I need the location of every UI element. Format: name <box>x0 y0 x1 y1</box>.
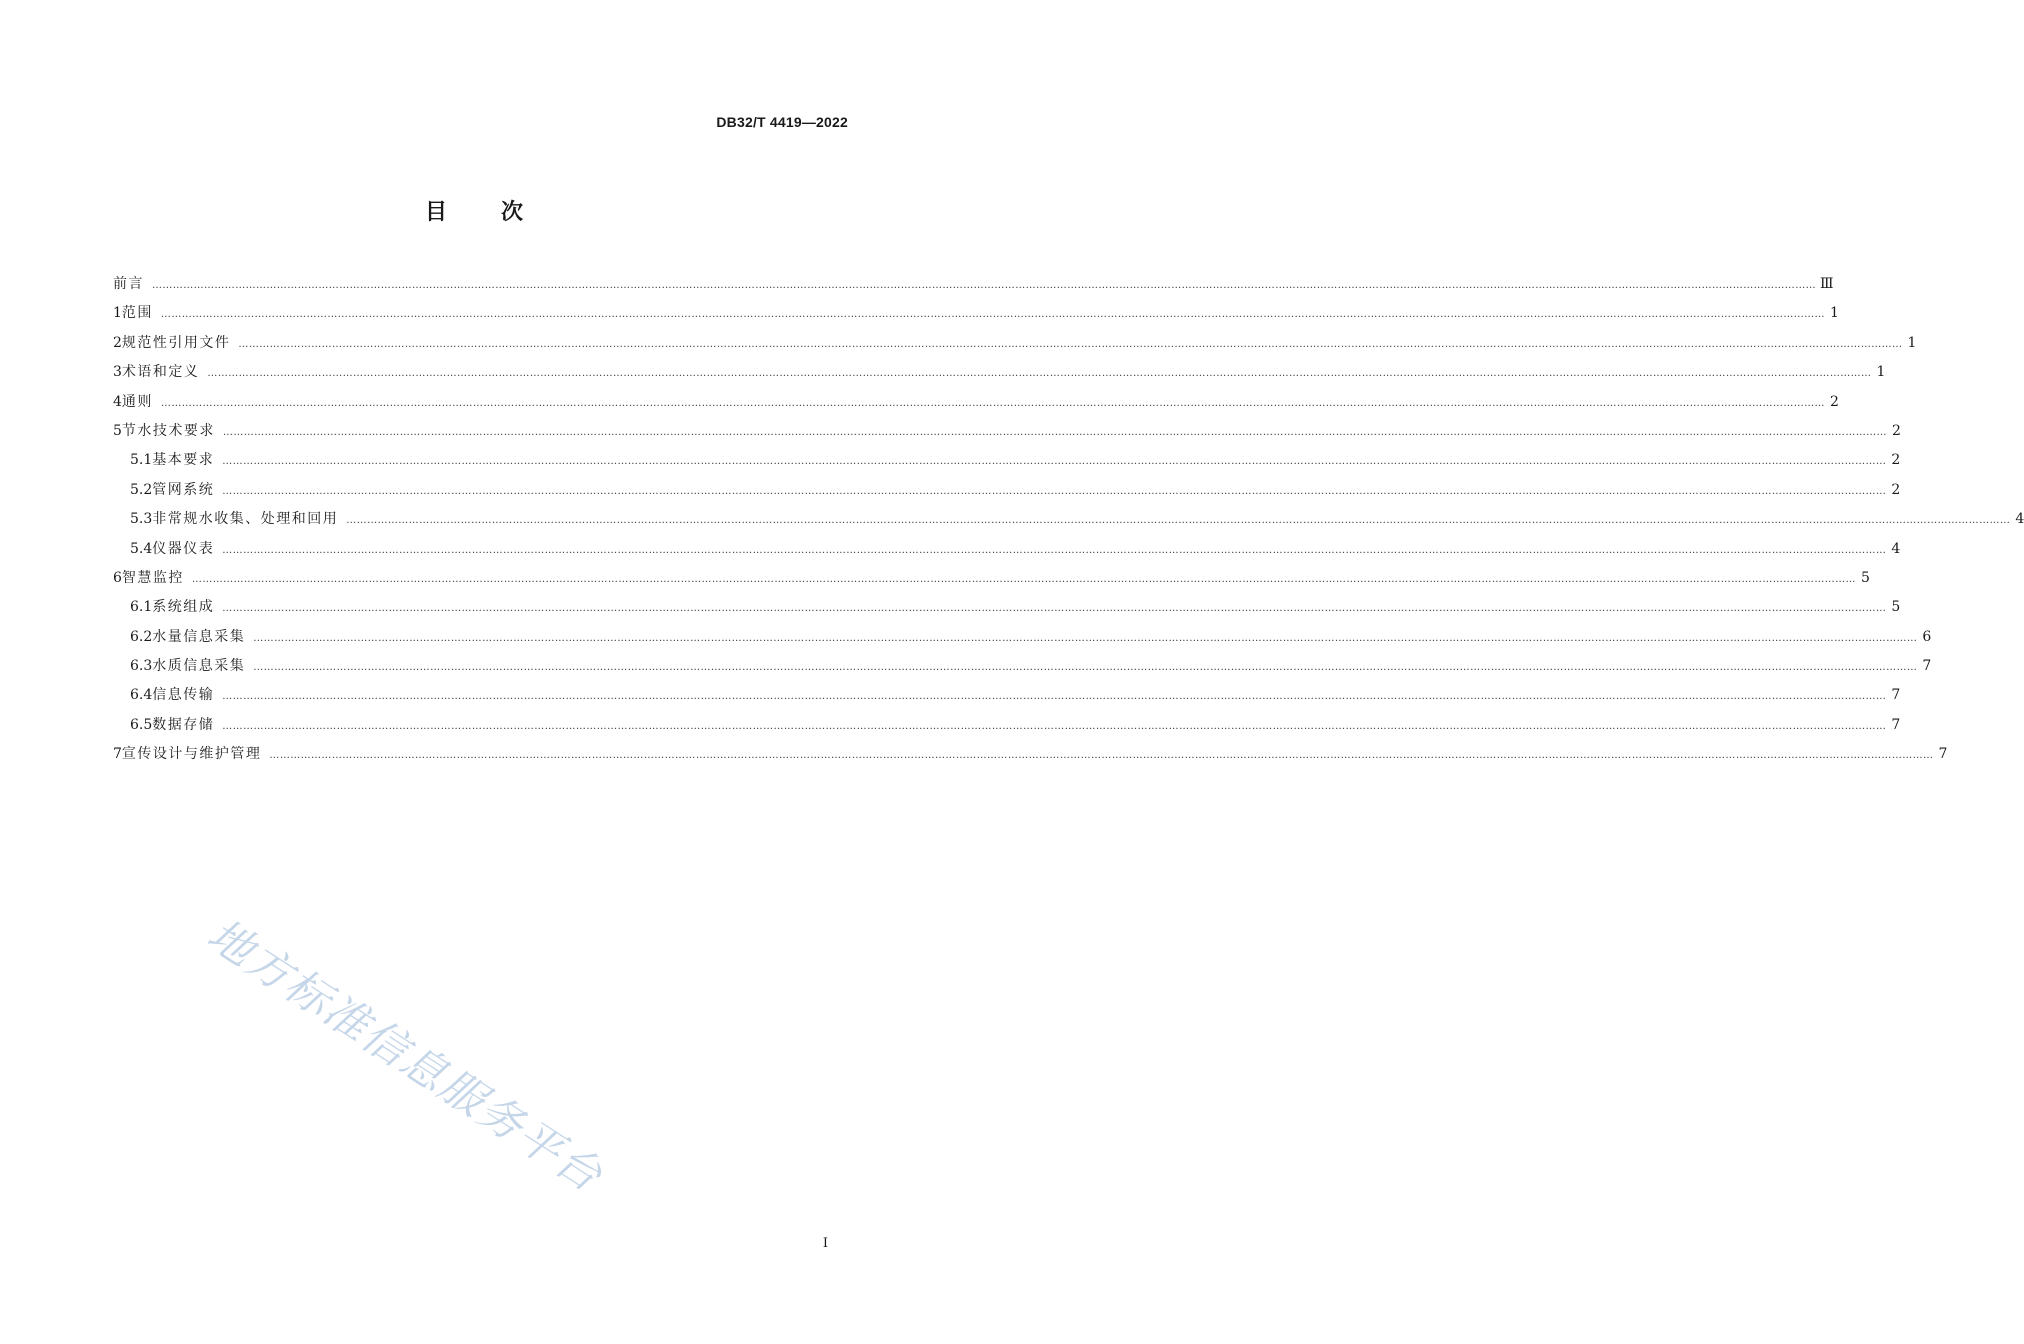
toc-entry-3[interactable] <box>113 358 1886 387</box>
toc-entry-label: 水质信息采集 <box>152 658 246 675</box>
toc-entry-5[interactable] <box>113 417 1901 446</box>
toc-entry-5-1[interactable] <box>113 446 1901 475</box>
title-part-1: 目 <box>424 200 449 225</box>
dot-leader: ………………………………………………………………………………………………………………………………………………………………………………………………………………………………………………………………………………………………………………………………………………………………………………………………………………………………………… <box>160 397 1825 409</box>
dot-leader: ………………………………………………………………………………………………………………………………………………………………………………………………………………………………………………………………………………………………………………………………………………………………………………………………………………………………………… <box>222 485 1887 497</box>
dot-leader: ………………………………………………………………………………………………………………………………………………………………………………………………………………………………………………………………………………………………………………………………………………………………………………………………………………………………………… <box>238 338 1903 350</box>
toc-entry-label: 管网系统 <box>152 481 215 498</box>
dot-leader: ………………………………………………………………………………………………………………………………………………………………………………………………………………………………………………………………………………………………………………………………………………………………………………………………………………………………………… <box>269 750 1934 762</box>
toc-entry-page: 6 <box>1922 628 1932 645</box>
dot-leader: ………………………………………………………………………………………………………………………………………………………………………………………………………………………………………………………………………………………………………………………………………………………………………………………………………………………………………… <box>222 720 1887 732</box>
dot-leader: ………………………………………………………………………………………………………………………………………………………………………………………………………………………………………………………………………………………………………………………………………………………………………………………………………………………………………… <box>222 603 1887 615</box>
toc-entry-6-2[interactable] <box>113 623 1932 652</box>
toc-entry-number: 7 <box>113 746 122 763</box>
standard-code: DB32/T 4419—2022 <box>716 114 848 130</box>
dot-leader: ………………………………………………………………………………………………………………………………………………………………………………………………………………………………………………………………………………………………………………………………………………………………………………………………………………………………………… <box>160 309 1825 321</box>
toc-entry-label: 规范性引用文件 <box>121 334 231 351</box>
dot-leader: ………………………………………………………………………………………………………………………………………………………………………………………………………………………………………………………………………………………………………………………………………………………………………………………………………………………………………… <box>222 544 1887 556</box>
toc-entry-label: 非常规水收集、处理和回用 <box>152 511 339 528</box>
toc-entry-page: 7 <box>1922 658 1932 675</box>
toc-entry-number: 6.4 <box>130 687 153 704</box>
toc-entry-label: 系统组成 <box>152 599 215 616</box>
toc-entry-6-4[interactable] <box>113 681 1901 710</box>
toc-entry-number: 3 <box>113 364 122 381</box>
toc-entry-page: 7 <box>1938 746 1948 763</box>
toc-entry-4[interactable] <box>113 388 1839 417</box>
toc-entry-6[interactable] <box>113 564 1870 593</box>
table-of-contents <box>113 270 2024 770</box>
toc-entry-page: 7 <box>1891 716 1901 733</box>
toc-entry-number: 6 <box>113 569 122 586</box>
toc-entry-number: 5.4 <box>130 540 153 557</box>
toc-entry-page: 1 <box>1907 334 1917 351</box>
toc-entry-page: 2 <box>1891 481 1901 498</box>
toc-entry-page: Ⅲ <box>1820 276 1834 292</box>
toc-entry-number: 6.1 <box>130 599 153 616</box>
toc-entry-page: 2 <box>1892 422 1901 439</box>
toc-entry-7[interactable] <box>113 740 1948 769</box>
dot-leader: ………………………………………………………………………………………………………………………………………………………………………………………………………………………………………………………………………………………………………………………………………………………………………………………………………………………………………… <box>222 426 1887 438</box>
toc-entry-label: 信息传输 <box>152 687 215 704</box>
toc-entry-label: 水量信息采集 <box>152 628 246 645</box>
toc-entry-number: 5 <box>113 422 122 439</box>
toc-entry-label: 术语和定义 <box>121 364 200 381</box>
toc-entry-6-1[interactable] <box>113 593 1901 622</box>
page-number: I <box>822 1236 828 1251</box>
dot-leader: ………………………………………………………………………………………………………………………………………………………………………………………………………………………………………………………………………………………………………………………………………………………………………………………………………………………………………… <box>191 573 1856 585</box>
toc-entry-page: 2 <box>1830 393 1839 410</box>
toc-entry-number: 2 <box>113 334 122 351</box>
toc-entry-number: 1 <box>113 305 122 322</box>
toc-entry-6-3[interactable] <box>113 652 1932 681</box>
toc-entry-1[interactable] <box>113 299 1839 328</box>
toc-entry-page: 2 <box>1891 452 1901 469</box>
toc-entry-label: 前言 <box>113 276 144 292</box>
toc-entry-page: 4 <box>1891 540 1901 557</box>
toc-entry-number: 4 <box>113 393 122 410</box>
dot-leader: ………………………………………………………………………………………………………………………………………………………………………………………………………………………………………………………………………………………………………………………………………………………………………………………………………………………………………… <box>346 515 2011 527</box>
toc-entry-label: 范围 <box>121 305 153 322</box>
toc-entry-page: 5 <box>1861 569 1870 586</box>
toc-entry-page: 7 <box>1891 687 1901 704</box>
dot-leader: ………………………………………………………………………………………………………………………………………………………………………………………………………………………………………………………………………………………………………………………………………………………………………………………………………………………………………… <box>222 691 1887 703</box>
toc-entry-label: 节水技术要求 <box>121 422 215 439</box>
toc-entry-2[interactable] <box>113 329 1917 358</box>
toc-entry-number: 6.2 <box>130 628 153 645</box>
toc-entry-page: 4 <box>2015 511 2024 528</box>
dot-leader: ………………………………………………………………………………………………………………………………………………………………………………………………………………………………………………………………………………………………………………………………………………………………………………………………………………………………………… <box>253 632 1918 644</box>
toc-entry-number: 6.3 <box>130 658 153 675</box>
toc-entry-5-3[interactable] <box>113 505 2024 534</box>
toc-entry-number: 6.5 <box>130 716 153 733</box>
dot-leader: ………………………………………………………………………………………………………………………………………………………………………………………………………………………………………………………………………………………………………………………………………………………………………………………………………………………………………… <box>222 456 1887 468</box>
toc-entry-label: 智慧监控 <box>121 569 184 586</box>
watermark: 地方标准信息服务平台 <box>198 909 612 1203</box>
toc-entry-label: 基本要求 <box>152 452 215 469</box>
toc-entry-page: 1 <box>1830 305 1839 322</box>
toc-entry-5-4[interactable] <box>113 535 1901 564</box>
toc-entry-page: 5 <box>1891 599 1901 616</box>
toc-entry-6-5[interactable] <box>113 711 1901 740</box>
toc-entry-number: 5.2 <box>130 481 153 498</box>
toc-entry-page: 1 <box>1876 364 1886 381</box>
dot-leader: ………………………………………………………………………………………………………………………………………………………………………………………………………………………………………………………………………………………………………………………………………………………………………………………………………………………………………… <box>152 280 1816 291</box>
toc-entry-number: 5.3 <box>130 511 153 528</box>
title-part-2: 次 <box>501 200 526 225</box>
toc-entry-number: 5.1 <box>130 452 153 469</box>
toc-entry-foreword[interactable] <box>113 270 1834 299</box>
toc-entry-label: 仪器仪表 <box>152 540 215 557</box>
page-title <box>0 195 950 226</box>
toc-entry-label: 通则 <box>121 393 153 410</box>
toc-entry-label: 数据存储 <box>152 716 215 733</box>
dot-leader: ………………………………………………………………………………………………………………………………………………………………………………………………………………………………………………………………………………………………………………………………………………………………………………………………………………………………………… <box>207 368 1872 380</box>
toc-entry-5-2[interactable] <box>113 476 1901 505</box>
toc-entry-label: 宣传设计与维护管理 <box>121 746 262 763</box>
dot-leader: ………………………………………………………………………………………………………………………………………………………………………………………………………………………………………………………………………………………………………………………………………………………………………………………………………………………………………… <box>253 662 1918 674</box>
